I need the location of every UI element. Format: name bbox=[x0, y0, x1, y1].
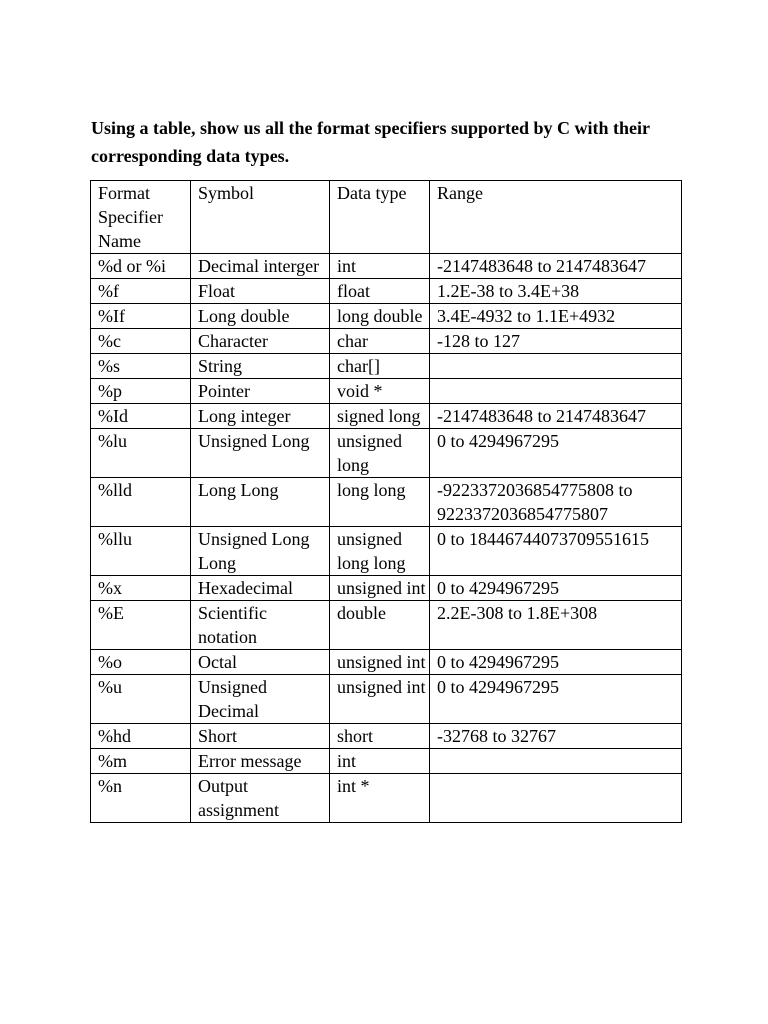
specifier-cell: %n bbox=[91, 774, 191, 823]
data-type-cell: unsigned long bbox=[330, 429, 430, 478]
data-type-cell: int bbox=[330, 749, 430, 774]
question-text: Using a table, show us all the format specifiers supported by C with their corresponding data types. bbox=[91, 118, 650, 166]
symbol-cell: String bbox=[191, 354, 330, 379]
table-row bbox=[91, 675, 682, 724]
specifier-cell: %s bbox=[91, 354, 191, 379]
range-cell bbox=[430, 774, 682, 823]
specifier-cell: %o bbox=[91, 650, 191, 675]
table-row bbox=[91, 354, 682, 379]
symbol-cell: Error message bbox=[191, 749, 330, 774]
symbol-cell: Pointer bbox=[191, 379, 330, 404]
data-type-cell: long double bbox=[330, 304, 430, 329]
table-row bbox=[91, 279, 682, 304]
table-row bbox=[91, 254, 682, 279]
specifier-cell: %d or %i bbox=[91, 254, 191, 279]
specifier-cell: %If bbox=[91, 304, 191, 329]
data-type-cell: unsigned int bbox=[330, 675, 430, 724]
data-type-cell: signed long bbox=[330, 404, 430, 429]
symbol-cell: Float bbox=[191, 279, 330, 304]
specifier-cell: %lu bbox=[91, 429, 191, 478]
data-type-cell: int bbox=[330, 254, 430, 279]
data-type-cell: unsigned long long bbox=[330, 527, 430, 576]
range-cell: -128 to 127 bbox=[430, 329, 682, 354]
specifier-cell: %llu bbox=[91, 527, 191, 576]
table-row bbox=[91, 774, 682, 823]
data-type-cell: unsigned int bbox=[330, 650, 430, 675]
symbol-cell: Scientific notation bbox=[191, 601, 330, 650]
header-data-type: Data type bbox=[330, 181, 430, 254]
symbol-cell: Octal bbox=[191, 650, 330, 675]
table-row bbox=[91, 304, 682, 329]
table-row bbox=[91, 601, 682, 650]
range-cell: 0 to 4294967295 bbox=[430, 576, 682, 601]
range-cell bbox=[430, 354, 682, 379]
symbol-cell: Long integer bbox=[191, 404, 330, 429]
range-cell: -32768 to 32767 bbox=[430, 724, 682, 749]
symbol-cell: Unsigned Decimal bbox=[191, 675, 330, 724]
specifier-cell: %m bbox=[91, 749, 191, 774]
symbol-cell: Short bbox=[191, 724, 330, 749]
specifier-cell: %E bbox=[91, 601, 191, 650]
table-row bbox=[91, 527, 682, 576]
range-cell: 0 to 4294967295 bbox=[430, 429, 682, 478]
specifier-cell: %x bbox=[91, 576, 191, 601]
data-type-cell: short bbox=[330, 724, 430, 749]
symbol-cell: Hexadecimal bbox=[191, 576, 330, 601]
range-cell: -2147483648 to 2147483647 bbox=[430, 404, 682, 429]
range-cell: 3.4E-4932 to 1.1E+4932 bbox=[430, 304, 682, 329]
data-type-cell: float bbox=[330, 279, 430, 304]
table-row bbox=[91, 329, 682, 354]
data-type-cell: unsigned int bbox=[330, 576, 430, 601]
range-cell: 2.2E-308 to 1.8E+308 bbox=[430, 601, 682, 650]
table-row bbox=[91, 650, 682, 675]
range-cell bbox=[430, 379, 682, 404]
table-row bbox=[91, 576, 682, 601]
header-format-specifier-name: Format Specifier Name bbox=[91, 181, 191, 254]
symbol-cell: Unsigned Long bbox=[191, 429, 330, 478]
data-type-cell: char bbox=[330, 329, 430, 354]
table-row bbox=[91, 404, 682, 429]
range-cell bbox=[430, 749, 682, 774]
data-type-cell: void * bbox=[330, 379, 430, 404]
symbol-cell: Long double bbox=[191, 304, 330, 329]
table-row bbox=[91, 478, 682, 527]
data-type-cell: int * bbox=[330, 774, 430, 823]
table-body bbox=[91, 181, 682, 823]
range-cell: -9223372036854775808 to 9223372036854775807 bbox=[430, 478, 682, 527]
table-row bbox=[91, 429, 682, 478]
table-row bbox=[91, 724, 682, 749]
table-row bbox=[91, 749, 682, 774]
data-type-cell: char[] bbox=[330, 354, 430, 379]
specifier-cell: %u bbox=[91, 675, 191, 724]
symbol-cell: Decimal interger bbox=[191, 254, 330, 279]
range-cell: -2147483648 to 2147483647 bbox=[430, 254, 682, 279]
symbol-cell: Character bbox=[191, 329, 330, 354]
specifier-cell: %lld bbox=[91, 478, 191, 527]
header-symbol: Symbol bbox=[191, 181, 330, 254]
data-type-cell: double bbox=[330, 601, 430, 650]
range-cell: 1.2E-38 to 3.4E+38 bbox=[430, 279, 682, 304]
data-type-cell: long long bbox=[330, 478, 430, 527]
table-row bbox=[91, 379, 682, 404]
symbol-cell: Unsigned Long Long bbox=[191, 527, 330, 576]
table-header-row bbox=[91, 181, 682, 254]
range-cell: 0 to 4294967295 bbox=[430, 650, 682, 675]
format-specifier-table bbox=[90, 180, 682, 823]
specifier-cell: %hd bbox=[91, 724, 191, 749]
symbol-cell: Output assignment bbox=[191, 774, 330, 823]
symbol-cell: Long Long bbox=[191, 478, 330, 527]
specifier-cell: %p bbox=[91, 379, 191, 404]
range-cell: 0 to 18446744073709551615 bbox=[430, 527, 682, 576]
header-range: Range bbox=[430, 181, 682, 254]
specifier-cell: %c bbox=[91, 329, 191, 354]
range-cell: 0 to 4294967295 bbox=[430, 675, 682, 724]
specifier-cell: %f bbox=[91, 279, 191, 304]
specifier-cell: %Id bbox=[91, 404, 191, 429]
